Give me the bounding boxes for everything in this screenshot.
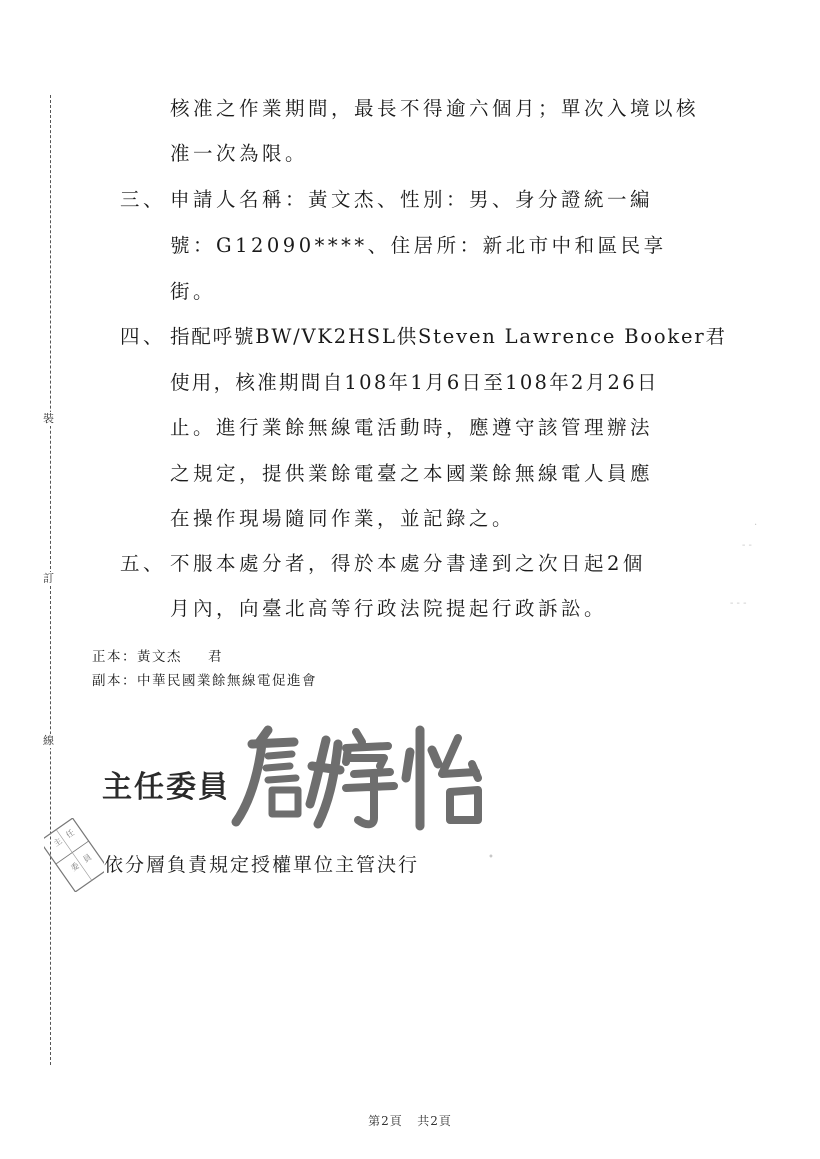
- approval-stamp: [44, 818, 104, 892]
- binding-mark-xian: 線: [43, 734, 54, 747]
- body-line-12: 月內，向臺北高等行政法院提起行政訴訟。: [170, 597, 608, 620]
- svg-text:委: 委: [69, 861, 81, 874]
- item-4-marker: 四、: [120, 325, 167, 348]
- body-line-7: 使用，核准期間自108年1月6日至108年2月26日: [170, 371, 659, 394]
- svg-text:員: 員: [81, 852, 94, 865]
- body-line-11: 不服本處分者，得於本處分書達到之次日起2個: [170, 552, 646, 575]
- item-3-marker: 三、: [120, 188, 167, 211]
- signatory-title: 主任委員: [102, 770, 230, 805]
- copy-recipient: 中華民國業餘無線電促進會: [137, 673, 317, 689]
- body-line-10: 在操作現場隨同作業，並記錄之。: [170, 507, 516, 530]
- page-footer: [0, 1112, 820, 1129]
- svg-text:任: 任: [64, 827, 77, 840]
- body-line-4: 號：G12090****、住居所：新北市中和區民享: [170, 234, 667, 257]
- original-suffix: 君: [208, 649, 223, 665]
- body-line-2: 准一次為限。: [170, 142, 309, 165]
- body-line-8: 止。進行業餘無線電活動時，應遵守該管理辦法: [170, 416, 654, 439]
- body-line-6: 指配呼號BW/VK2HSL供Steven Lawrence Booker君: [170, 325, 727, 348]
- original-copy-line: [92, 648, 223, 666]
- duplicate-copy-line: [92, 672, 317, 690]
- page-number: 第2頁: [368, 1114, 403, 1128]
- original-label: 正本：: [92, 649, 137, 665]
- page-total: 共2頁: [417, 1114, 452, 1128]
- handwritten-signature: [228, 722, 488, 832]
- svg-text:主: 主: [52, 836, 64, 849]
- original-recipient: 黃文杰: [137, 649, 182, 665]
- body-line-9: 之規定，提供業餘電臺之本國業餘無線電人員應: [170, 462, 654, 485]
- binding-mark-ding: 訂: [43, 572, 54, 585]
- delegation-note: 依分層負責規定授權單位主管決行: [104, 854, 420, 876]
- binding-mark-zhuang: 裝: [43, 412, 54, 425]
- item-5-marker: 五、: [120, 552, 167, 575]
- copy-label: 副本：: [92, 673, 137, 689]
- body-line-3: 申請人名稱：黃文杰、性別：男、身分證統一編: [170, 188, 654, 211]
- body-line-1: 核准之作業期間，最長不得逾六個月；單次入境以核: [170, 97, 700, 120]
- body-line-5: 街。: [170, 280, 217, 303]
